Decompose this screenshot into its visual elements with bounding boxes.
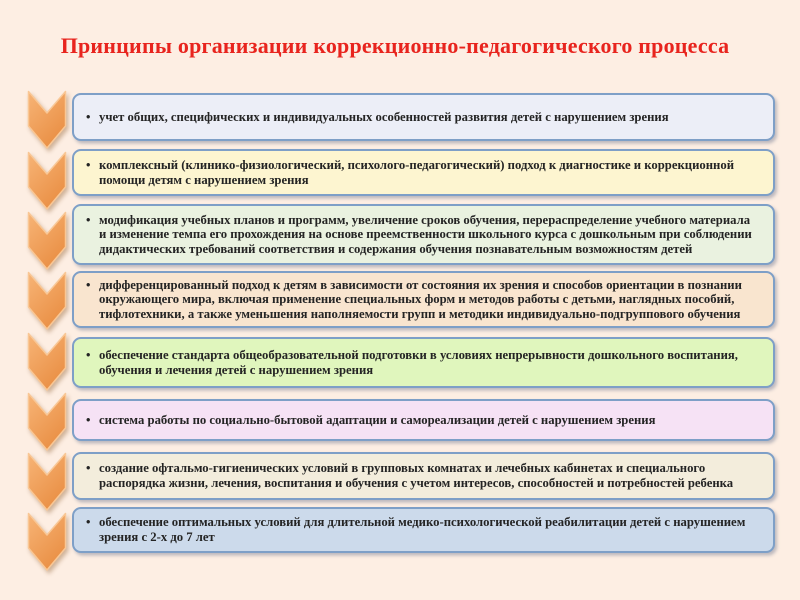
chevron-down-icon <box>27 512 67 572</box>
bullet-marker <box>86 461 99 476</box>
chevron-down-icon <box>27 151 67 211</box>
principle-text: дифференцированный подход к детям в зависимости от состояния их зрения и способов ориентации в познании окружающего мира, включая применение специальных форм и методов работы с детьми, наглядных пособий, тифлотехники, а также уменьшения наполняемости групп и методики индивидуально-подгруппового обучения <box>99 277 742 321</box>
principle-box <box>72 399 775 441</box>
page-title: Принципы организации коррекционно-педагогического процесса <box>60 33 730 58</box>
principle-box <box>72 507 775 553</box>
chevron-down-icon <box>27 392 67 452</box>
chevron-down-icon <box>27 271 67 331</box>
principle-box <box>72 271 775 328</box>
bullet-marker <box>86 413 99 428</box>
principle-text: создание офтальмо-гигиенических условий в групповых комнатах и лечебных кабинетах и специального распорядка жизни, лечения, воспитания и обучения с учетом интересов, способностей и потребностей ребенка <box>99 461 734 490</box>
bullet-marker <box>86 213 99 228</box>
principle-box <box>72 93 775 141</box>
bullet-marker <box>86 110 99 125</box>
bullet-marker <box>86 348 99 363</box>
bullet-marker <box>86 278 99 293</box>
principle-text: модификация учебных планов и программ, увеличение сроков обучения, перераспределение учебного материала и изменение темпа его прохождения на основе преемственности школьного курса с дошкольным при соблюдении дидактических требований соответствия и содержания обучения познавательным возможностям детей <box>99 212 752 256</box>
principle-text: учет общих, специфических и индивидуальных особенностей развития детей с нарушением зрения <box>99 109 669 124</box>
principle-box <box>72 149 775 196</box>
chevron-down-icon <box>27 452 67 512</box>
principle-text: обеспечение оптимальных условий для длительной медико-психологической реабилитации детей с нарушением зрения с 2-х до 7 лет <box>99 515 746 544</box>
principle-text: комплексный (клинико-физиологический, психолого-педагогический) подход к диагностике и коррекционной помощи детям с нарушением зрения <box>99 157 735 187</box>
principle-text: обеспечение стандарта общеобразовательной подготовки в условиях непрерывности дошкольного воспитания, обучения и лечения детей с нарушением зрения <box>99 347 738 377</box>
chevron-down-icon <box>27 332 67 392</box>
principle-box <box>72 452 775 500</box>
bullet-marker <box>86 515 99 530</box>
chevron-down-icon <box>27 211 67 271</box>
principle-text: система работы по социально-бытовой адаптации и самореализации детей с нарушением зрения <box>99 412 656 427</box>
bullet-marker <box>86 158 99 173</box>
chevron-down-icon <box>27 90 67 150</box>
principle-box <box>72 337 775 388</box>
principle-box <box>72 204 775 265</box>
